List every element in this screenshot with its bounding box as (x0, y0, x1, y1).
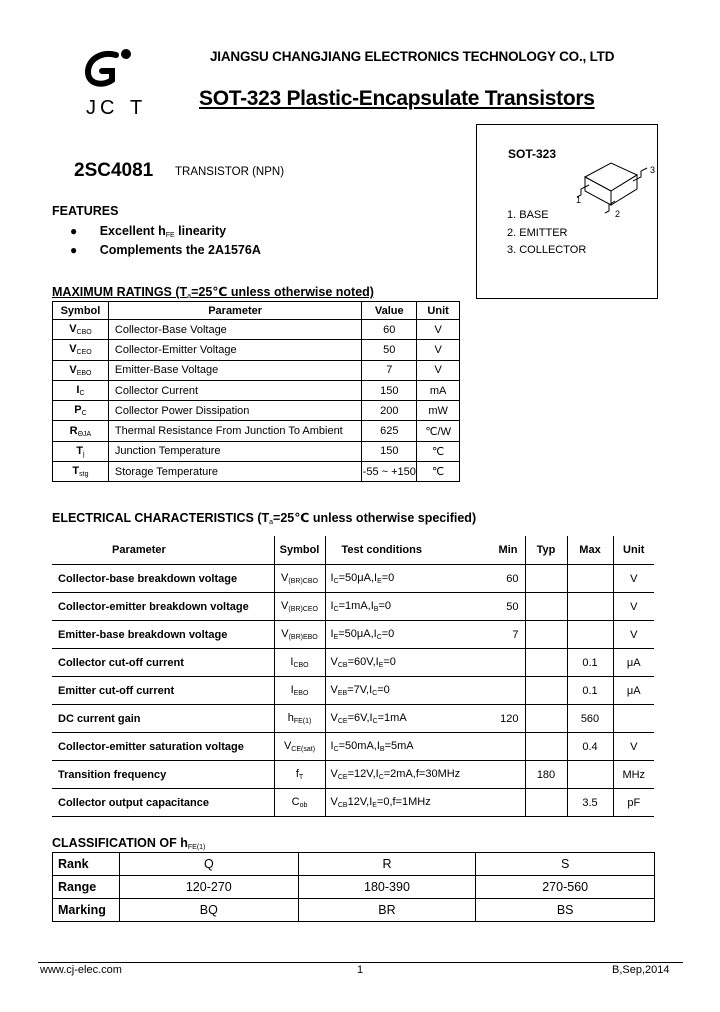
min-cell (485, 649, 525, 677)
symbol-cell: $V_{(BR)CBO}$ (274, 565, 325, 593)
parameter-cell: Collector Current (108, 380, 361, 400)
test-condition-cell: $V_{EB}=7V,I_C=0$ (325, 677, 485, 705)
symbol-cell: $f_T$ (274, 761, 325, 789)
min-cell (485, 677, 525, 705)
unit-cell: V (417, 340, 460, 360)
unit-cell: mW (417, 401, 460, 421)
bullet-icon: ● (70, 243, 78, 257)
parameter-cell: Emitter-base breakdown voltage (52, 621, 274, 649)
col-header-max: Max (567, 536, 613, 565)
max-cell: 560 (567, 705, 613, 733)
parameter-cell: Collector output capacitance (52, 789, 274, 817)
unit-cell: ℃/W (417, 421, 460, 441)
unit-cell: μA (613, 677, 654, 705)
parameter-cell: Junction Temperature (108, 441, 361, 461)
logo-mark-icon (72, 45, 152, 95)
unit-cell: V (613, 565, 654, 593)
parameter-cell: Collector-Emitter Voltage (108, 340, 361, 360)
unit-cell: pF (613, 789, 654, 817)
pin-label-3: 3 (650, 165, 656, 175)
max-cell (567, 621, 613, 649)
unit-cell: V (613, 621, 654, 649)
typ-cell (525, 565, 567, 593)
symbol-cell: $h_{FE(1)}$ (274, 705, 325, 733)
part-description: TRANSISTOR (NPN) (175, 166, 285, 178)
logo-letter-j: J (86, 97, 96, 119)
col-header-conditions: Test conditions (325, 536, 485, 565)
value-cell: -55 ~ +150 (362, 462, 417, 482)
feature-item-1: ● Excellent $h_{FE}$ linearity (70, 224, 227, 239)
company-logo (72, 45, 152, 120)
typ-cell (525, 789, 567, 817)
typ-cell (525, 649, 567, 677)
col-header-unit: Unit (417, 302, 460, 320)
value-cell: 7 (362, 360, 417, 380)
pin-collector: 3. COLLECTOR (507, 244, 587, 256)
value-cell: 50 (362, 340, 417, 360)
value-cell: S (476, 853, 655, 876)
symbol-cell: $V_{EBO}$ (53, 360, 109, 380)
test-condition-cell: $V_{CE}=6V,I_C=1mA$ (325, 705, 485, 733)
unit-cell: ℃ (417, 462, 460, 482)
table-row (53, 462, 460, 482)
value-cell: BS (476, 899, 655, 922)
col-header-symbol: Symbol (53, 302, 109, 320)
company-name: JIANGSU CHANGJIANG ELECTRONICS TECHNOLOGY CO., LTD (210, 49, 615, 64)
package-box (476, 124, 658, 299)
test-condition-cell: $I_C=50mA,I_B=5mA$ (325, 733, 485, 761)
value-cell: Q (119, 853, 298, 876)
max-cell (567, 565, 613, 593)
unit-cell: mA (417, 380, 460, 400)
bullet-icon: ● (70, 224, 78, 238)
electrical-heading: ELECTRICAL CHARACTERISTICS ($T_a=25℃$ unless otherwise specified) (52, 511, 477, 526)
symbol-cell: $V_{CE(sat)}$ (274, 733, 325, 761)
table-row (52, 621, 654, 649)
row-label-cell: Rank (53, 853, 120, 876)
test-condition-cell: $V_{CB}12V,I_E=0,f=1MHz$ (325, 789, 485, 817)
parameter-cell: Emitter cut-off current (52, 677, 274, 705)
parameter-cell: Storage Temperature (108, 462, 361, 482)
max-cell: 3.5 (567, 789, 613, 817)
value-cell: BQ (119, 899, 298, 922)
unit-cell: V (613, 593, 654, 621)
parameter-cell: Collector-emitter breakdown voltage (52, 593, 274, 621)
max-cell (567, 593, 613, 621)
feature-item-2: ● Complements the 2A1576A (70, 243, 261, 257)
test-condition-cell: $V_{CB}=60V,I_E=0$ (325, 649, 485, 677)
table-row (53, 380, 460, 400)
max-cell (567, 761, 613, 789)
symbol-cell: $V_{(BR)CEO}$ (274, 593, 325, 621)
value-cell: 270-560 (476, 876, 655, 899)
max-cell: 0.1 (567, 677, 613, 705)
pin-label-1: 1 (576, 195, 582, 205)
value-cell: 150 (362, 380, 417, 400)
value-cell: R (298, 853, 476, 876)
table-row (53, 899, 655, 922)
footer-page-number: 1 (357, 964, 364, 976)
value-cell: 150 (362, 441, 417, 461)
min-cell: 50 (485, 593, 525, 621)
value-cell: 625 (362, 421, 417, 441)
symbol-cell: $T_j$ (53, 441, 109, 461)
pin-base: 1. BASE (507, 209, 549, 221)
features-heading: FEATURES (52, 204, 119, 218)
table-row (52, 565, 654, 593)
unit-cell (613, 705, 654, 733)
row-label-cell: Range (53, 876, 120, 899)
typ-cell (525, 733, 567, 761)
unit-cell: V (613, 733, 654, 761)
table-row (52, 789, 654, 817)
min-cell (485, 733, 525, 761)
max-cell: 0.4 (567, 733, 613, 761)
max-ratings-table (52, 301, 460, 482)
symbol-cell: $I_C$ (53, 380, 109, 400)
electrical-table (52, 536, 654, 817)
parameter-cell: Transition frequency (52, 761, 274, 789)
parameter-cell: Collector-emitter saturation voltage (52, 733, 274, 761)
table-row (52, 677, 654, 705)
part-number: 2SC4081 (74, 160, 154, 181)
parameter-cell: Emitter-Base Voltage (108, 360, 361, 380)
parameter-cell: Collector-Base Voltage (108, 320, 361, 340)
max-cell: 0.1 (567, 649, 613, 677)
symbol-cell: $T_{stg}$ (53, 462, 109, 482)
logo-letter-c: C (100, 97, 115, 119)
typ-cell (525, 621, 567, 649)
symbol-cell: $I_{EBO}$ (274, 677, 325, 705)
symbol-cell: $V_{CBO}$ (53, 320, 109, 340)
test-condition-cell: $I_C=50\mu A,I_E=0$ (325, 565, 485, 593)
table-row (52, 733, 654, 761)
footer-revision: B,Sep,2014 (612, 964, 670, 976)
table-row (53, 360, 460, 380)
table-row (53, 421, 460, 441)
table-row (53, 876, 655, 899)
unit-cell: MHz (613, 761, 654, 789)
table-row (52, 761, 654, 789)
min-cell: 120 (485, 705, 525, 733)
footer-divider (38, 962, 683, 963)
classification-table (52, 852, 655, 922)
table-row (53, 853, 655, 876)
value-cell: 200 (362, 401, 417, 421)
parameter-cell: Thermal Resistance From Junction To Ambient (108, 421, 361, 441)
symbol-cell: $V_{(BR)EBO}$ (274, 621, 325, 649)
typ-cell: 180 (525, 761, 567, 789)
test-condition-cell: $V_{CE}=12V,I_C=2mA,f=30MHz$ (325, 761, 485, 789)
table-row (53, 320, 460, 340)
table-row (52, 593, 654, 621)
symbol-cell: $I_{CBO}$ (274, 649, 325, 677)
footer-url[interactable]: www.cj-elec.com (40, 964, 122, 976)
symbol-cell: $P_C$ (53, 401, 109, 421)
pin-label-2: 2 (615, 209, 621, 219)
col-header-parameter: Parameter (52, 536, 274, 565)
max-ratings-heading: MAXIMUM RATINGS ($T_a=25℃$ unless otherwise noted) (52, 285, 374, 300)
min-cell (485, 761, 525, 789)
unit-cell: V (417, 320, 460, 340)
logo-letter-t: T (130, 97, 143, 119)
package-name: SOT-323 (508, 147, 557, 161)
typ-cell (525, 677, 567, 705)
table-row (52, 705, 654, 733)
test-condition-cell: $I_E=50\mu A,I_C=0$ (325, 621, 485, 649)
classification-heading: CLASSIFICATION OF $h_{FE(1)}$ (52, 836, 206, 851)
min-cell: 7 (485, 621, 525, 649)
min-cell: 60 (485, 565, 525, 593)
row-label-cell: Marking (53, 899, 120, 922)
symbol-cell: $C_{ob}$ (274, 789, 325, 817)
typ-cell (525, 705, 567, 733)
symbol-cell: $R_{\Theta JA}$ (53, 421, 109, 441)
unit-cell: V (417, 360, 460, 380)
table-row (52, 649, 654, 677)
parameter-cell: Collector Power Dissipation (108, 401, 361, 421)
parameter-cell: Collector-base breakdown voltage (52, 565, 274, 593)
parameter-cell: DC current gain (52, 705, 274, 733)
test-condition-cell: $I_C=1mA,I_B=0$ (325, 593, 485, 621)
parameter-cell: Collector cut-off current (52, 649, 274, 677)
table-row (53, 340, 460, 360)
unit-cell: μA (613, 649, 654, 677)
col-header-typ: Typ (525, 536, 567, 565)
col-header-symbol: Symbol (274, 536, 325, 565)
symbol-cell: $V_{CEO}$ (53, 340, 109, 360)
pin-emitter: 2. EMITTER (507, 226, 568, 239)
table-row (53, 401, 460, 421)
unit-cell: ℃ (417, 441, 460, 461)
value-cell: 60 (362, 320, 417, 340)
value-cell: BR (298, 899, 476, 922)
document-title: SOT-323 Plastic-Encapsulate Transistors (199, 87, 595, 110)
table-row (53, 441, 460, 461)
pin-list (507, 207, 586, 260)
min-cell (485, 789, 525, 817)
value-cell: 120-270 (119, 876, 298, 899)
typ-cell (525, 593, 567, 621)
col-header-unit: Unit (613, 536, 654, 565)
value-cell: 180-390 (298, 876, 476, 899)
col-header-min: Min (485, 536, 525, 565)
col-header-value: Value (362, 302, 417, 320)
col-header-parameter: Parameter (108, 302, 361, 320)
